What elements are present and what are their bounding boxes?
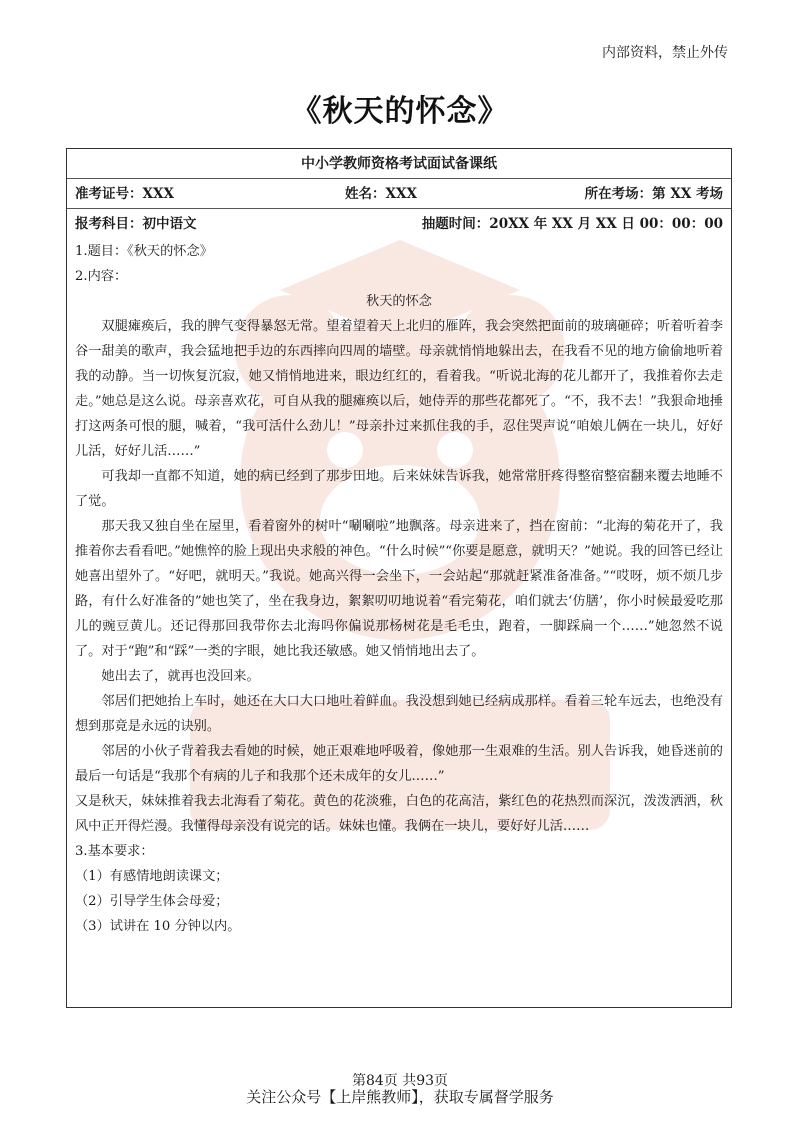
candidate-info-row (67, 179, 731, 209)
topic-line: 1.题目：《秋天的怀念》 (75, 244, 213, 259)
promo-text: 关注公众号【上岸熊教师】，获取专属督学服务 (246, 1088, 554, 1106)
form-content (67, 239, 731, 939)
requirement-item: （3）试讲在 10 分钟以内。 (75, 919, 241, 934)
exam-subject: 报考科目：初中语文 (75, 216, 197, 232)
page-title: 《秋天的怀念》 (291, 94, 509, 129)
essay-paragraph: 邻居们把她抬上车时，她还在大口大口地吐着鲜血。我没想到她已经病成那样。看着三轮车远去，也绝没有想到那竟是永远的诀别。 (75, 694, 723, 734)
requirement-item: （2）引导学生体会母爱； (75, 894, 229, 909)
draw-time: 抽题时间：20XX 年 XX 月 XX 日 00：00：00 (421, 216, 723, 232)
candidate-name: 姓名：XXX (345, 186, 417, 202)
exam-location: 所在考场：第 XX 考场 (584, 186, 723, 202)
essay-paragraph: 可我却一直都不知道，她的病已经到了那步田地。后来妹妹告诉我，她常常肝疼得整宿整宿翻来覆去地睡不了觉。 (75, 469, 723, 509)
essay-final-paragraph: 又是秋天，妹妹推着我去北海看了菊花。黄色的花淡雅，白色的花高洁，紫红色的花热烈而深沉，泼泼洒洒，秋风中正开得烂漫。我懂得母亲没有说完的话。妹妹也懂。我俩在一块儿，要好好儿活…… (75, 794, 723, 834)
subject-row (67, 209, 731, 239)
content-label: 2.内容： (75, 269, 128, 284)
confidential-note: 内部资料，禁止外传 (602, 45, 728, 61)
requirement-item: （1）有感情地朗读课文； (75, 869, 229, 884)
form-title: 中小学教师资格考试面试备课纸 (67, 149, 731, 179)
essay-paragraph: 邻居的小伙子背着我去看她的时候，她正艰难地呼吸着，像她那一生艰难的生活。别人告诉我，她昏迷前的最后一句话是“我那个有病的儿子和我那个还未成年的女儿……” (75, 744, 723, 784)
essay-paragraph: 那天我又独自坐在屋里，看着窗外的树叶“唰唰啦”地飘落。母亲进来了，挡在窗前：“北海的菊花开了，我推着你去看看吧。”她憔悴的脸上现出央求般的神色。“什么时候”“你要是愿意，就明天？”她说。我的回答已经让她喜出望外了。“好吧，就明天。”我说。她高兴得一会坐下，一会站起“那就赶紧准备准备。”“哎呀，烦不烦几步路，有什么好准备的”她也笑了，坐在我身边，絮絮叨叨地说着“看完菊花，咱们就去‘仿膳’，你小时候最爱吃那儿的豌豆黄儿。还记得那回我带你去北海吗你偏说那杨树花是毛毛虫，跑着，一脚踩扁一个……”她忽然不说了。对于“跑”和“踩”一类的字眼，她比我还敏感。她又悄悄地出去了。 (75, 519, 723, 659)
requirements-label: 3.基本要求： (75, 844, 154, 859)
page-number: 第84页 共93页 (351, 1073, 449, 1089)
lesson-prep-form (66, 148, 732, 1008)
essay-paragraph: 双腿瘫痪后，我的脾气变得暴怒无常。望着望着天上北归的雁阵，我会突然把面前的玻璃砸碎；听着听着李谷一甜美的歌声，我会猛地把手边的东西摔向四周的墙壁。母亲就悄悄地躲出去，在我看不见的地方偷偷地听着我的动静。当一切恢复沉寂，她又悄悄地进来，眼边红红的，看着我。“听说北海的花儿都开了，我推着你去走走。”她总是这么说。母亲喜欢花，可自从我的腿瘫痪以后，她侍弄的那些花都死了。“不，我不去！”我狠命地捶打这两条可恨的腿，喊着，“我可活什么劲儿！”母亲扑过来抓住我的手，忍住哭声说“咱娘儿俩在一块儿，好好儿活，好好儿活……” (75, 319, 723, 459)
essay-title: 秋天的怀念 (366, 294, 432, 309)
essay-paragraph: 她出去了，就再也没回来。 (101, 669, 260, 684)
exam-id: 准考证号：XXX (75, 186, 174, 202)
